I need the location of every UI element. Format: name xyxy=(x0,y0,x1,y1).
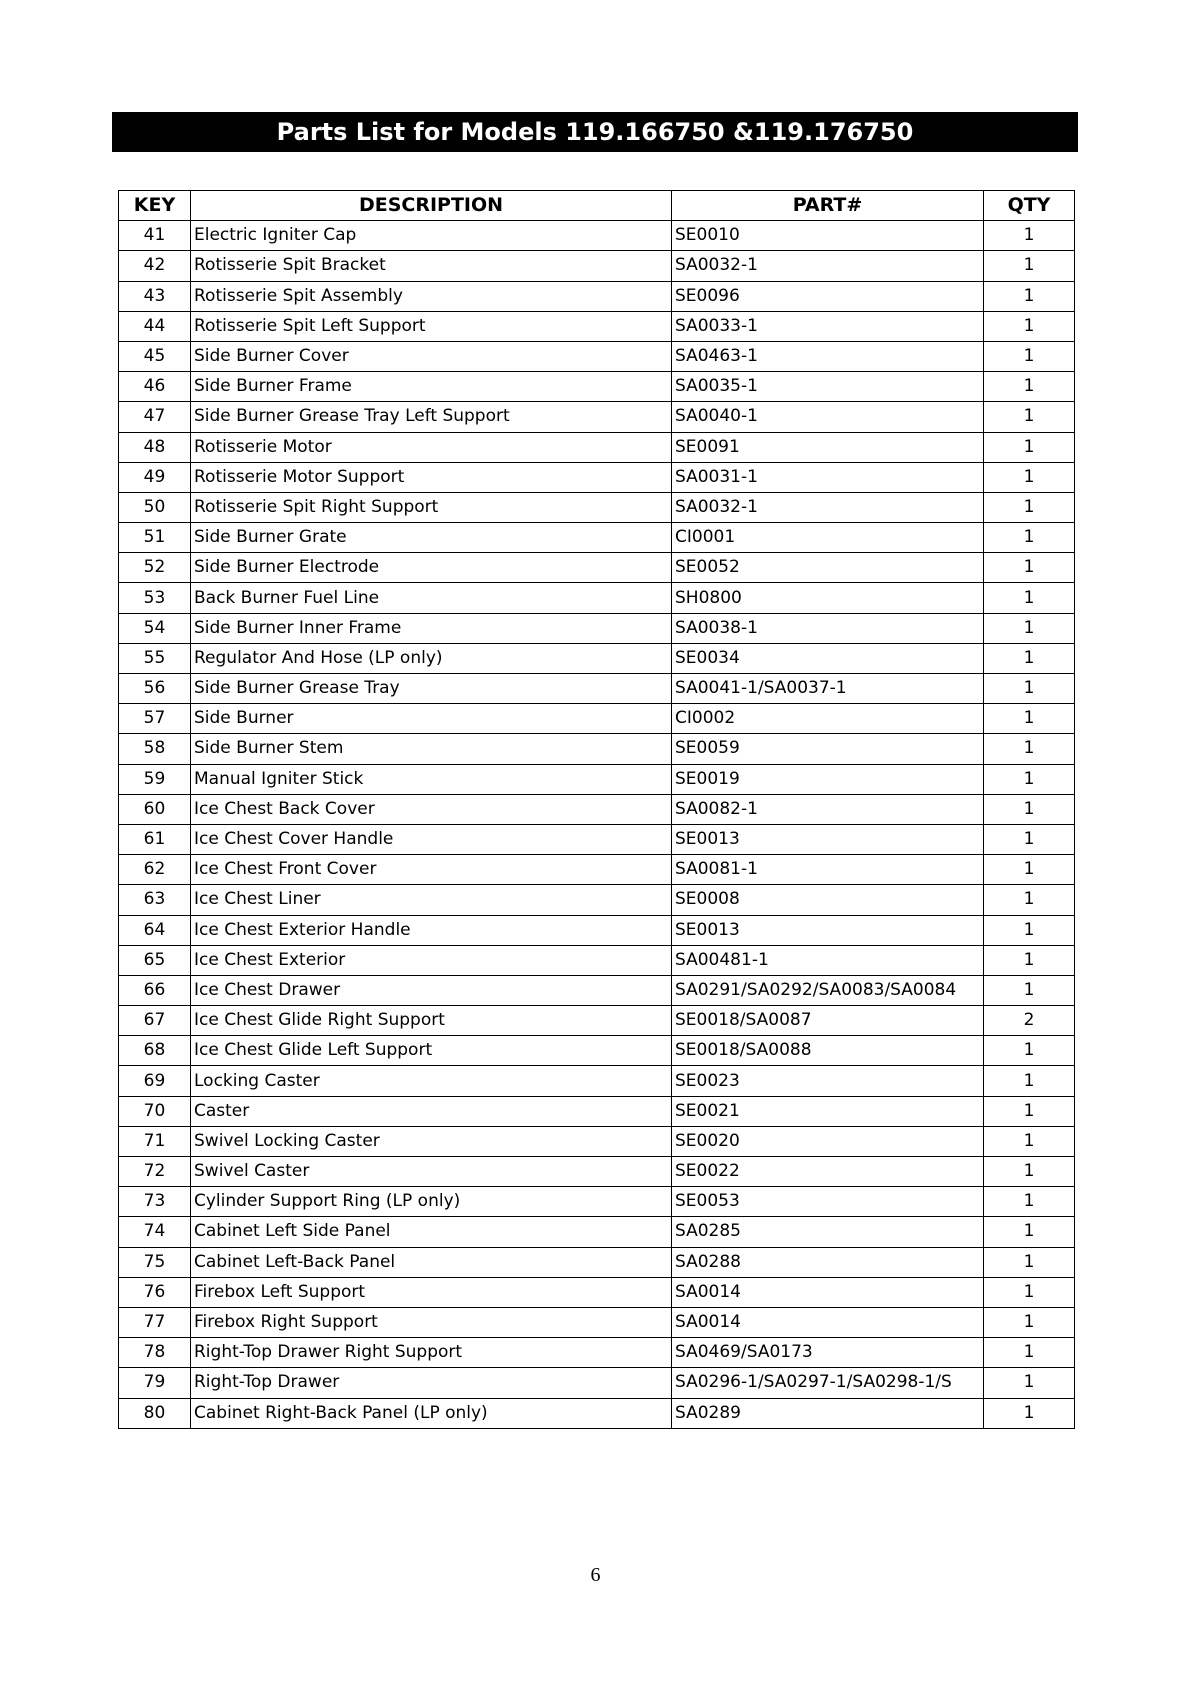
cell-part-number: CI0002 xyxy=(672,704,984,734)
cell-description: Rotisserie Spit Assembly xyxy=(191,281,672,311)
cell-part-number: SE0013 xyxy=(672,824,984,854)
cell-qty: 1 xyxy=(984,1217,1075,1247)
cell-key: 70 xyxy=(119,1096,191,1126)
cell-qty: 1 xyxy=(984,764,1075,794)
cell-qty: 1 xyxy=(984,523,1075,553)
cell-qty: 1 xyxy=(984,1398,1075,1428)
table-row xyxy=(119,643,1075,673)
table-row xyxy=(119,764,1075,794)
cell-description: Regulator And Hose (LP only) xyxy=(191,643,672,673)
table-row xyxy=(119,794,1075,824)
cell-qty: 1 xyxy=(984,281,1075,311)
cell-part-number: SE0008 xyxy=(672,885,984,915)
cell-description: Rotisserie Motor Support xyxy=(191,462,672,492)
cell-key: 49 xyxy=(119,462,191,492)
cell-key: 69 xyxy=(119,1066,191,1096)
cell-qty: 1 xyxy=(984,311,1075,341)
cell-key: 43 xyxy=(119,281,191,311)
cell-key: 46 xyxy=(119,372,191,402)
cell-description: Locking Caster xyxy=(191,1066,672,1096)
cell-key: 41 xyxy=(119,221,191,251)
cell-qty: 1 xyxy=(984,221,1075,251)
cell-part-number: SA0081-1 xyxy=(672,855,984,885)
cell-part-number: SE0018/SA0088 xyxy=(672,1036,984,1066)
table-row xyxy=(119,553,1075,583)
cell-description: Rotisserie Spit Right Support xyxy=(191,492,672,522)
cell-qty: 1 xyxy=(984,1066,1075,1096)
cell-key: 57 xyxy=(119,704,191,734)
cell-key: 72 xyxy=(119,1157,191,1187)
cell-description: Back Burner Fuel Line xyxy=(191,583,672,613)
cell-qty: 1 xyxy=(984,1338,1075,1368)
cell-part-number: SA0032-1 xyxy=(672,492,984,522)
table-row xyxy=(119,1247,1075,1277)
cell-qty: 1 xyxy=(984,975,1075,1005)
cell-key: 75 xyxy=(119,1247,191,1277)
cell-key: 73 xyxy=(119,1187,191,1217)
cell-key: 45 xyxy=(119,341,191,371)
table-row xyxy=(119,251,1075,281)
cell-part-number: SE0010 xyxy=(672,221,984,251)
table-row xyxy=(119,1036,1075,1066)
cell-key: 55 xyxy=(119,643,191,673)
cell-part-number: SE0091 xyxy=(672,432,984,462)
cell-key: 59 xyxy=(119,764,191,794)
cell-qty: 1 xyxy=(984,855,1075,885)
table-row xyxy=(119,1066,1075,1096)
cell-description: Electric Igniter Cap xyxy=(191,221,672,251)
table-row xyxy=(119,1126,1075,1156)
cell-description: Manual Igniter Stick xyxy=(191,764,672,794)
cell-part-number: SE0096 xyxy=(672,281,984,311)
cell-qty: 1 xyxy=(984,915,1075,945)
cell-qty: 1 xyxy=(984,794,1075,824)
cell-qty: 1 xyxy=(984,402,1075,432)
table-row xyxy=(119,945,1075,975)
cell-description: Cabinet Left-Back Panel xyxy=(191,1247,672,1277)
cell-description: Ice Chest Exterior Handle xyxy=(191,915,672,945)
table-row xyxy=(119,583,1075,613)
cell-description: Rotisserie Spit Left Support xyxy=(191,311,672,341)
table-row xyxy=(119,402,1075,432)
table-row xyxy=(119,855,1075,885)
table-row xyxy=(119,734,1075,764)
cell-qty: 1 xyxy=(984,613,1075,643)
cell-part-number: SA0082-1 xyxy=(672,794,984,824)
cell-key: 64 xyxy=(119,915,191,945)
cell-part-number: SA0463-1 xyxy=(672,341,984,371)
cell-description: Ice Chest Back Cover xyxy=(191,794,672,824)
table-row xyxy=(119,1217,1075,1247)
cell-part-number: SA0296-1/SA0297-1/SA0298-1/S xyxy=(672,1368,984,1398)
table-row xyxy=(119,1277,1075,1307)
cell-qty: 1 xyxy=(984,1247,1075,1277)
cell-part-number: SA0014 xyxy=(672,1277,984,1307)
page-number: 6 xyxy=(590,1564,601,1586)
cell-part-number: SE0034 xyxy=(672,643,984,673)
table-row xyxy=(119,523,1075,553)
table-row xyxy=(119,674,1075,704)
cell-part-number: SA0032-1 xyxy=(672,251,984,281)
cell-description: Swivel Caster xyxy=(191,1157,672,1187)
table-row xyxy=(119,341,1075,371)
table-row xyxy=(119,432,1075,462)
cell-description: Swivel Locking Caster xyxy=(191,1126,672,1156)
cell-qty: 2 xyxy=(984,1006,1075,1036)
cell-description: Side Burner Inner Frame xyxy=(191,613,672,643)
cell-qty: 1 xyxy=(984,1368,1075,1398)
cell-key: 53 xyxy=(119,583,191,613)
cell-part-number: SE0019 xyxy=(672,764,984,794)
cell-key: 60 xyxy=(119,794,191,824)
cell-part-number: SA0014 xyxy=(672,1307,984,1337)
cell-key: 58 xyxy=(119,734,191,764)
cell-part-number: SA0031-1 xyxy=(672,462,984,492)
cell-part-number: SA0038-1 xyxy=(672,613,984,643)
column-header-description: DESCRIPTION xyxy=(191,191,672,221)
cell-description: Side Burner Grease Tray xyxy=(191,674,672,704)
cell-part-number: SA0040-1 xyxy=(672,402,984,432)
table-row xyxy=(119,492,1075,522)
table-row xyxy=(119,1338,1075,1368)
cell-key: 66 xyxy=(119,975,191,1005)
cell-description: Ice Chest Glide Left Support xyxy=(191,1036,672,1066)
cell-qty: 1 xyxy=(984,462,1075,492)
cell-description: Side Burner Cover xyxy=(191,341,672,371)
cell-description: Cabinet Right-Back Panel (LP only) xyxy=(191,1398,672,1428)
cell-qty: 1 xyxy=(984,734,1075,764)
table-row xyxy=(119,1307,1075,1337)
cell-key: 56 xyxy=(119,674,191,704)
cell-part-number: SE0059 xyxy=(672,734,984,764)
cell-description: Ice Chest Glide Right Support xyxy=(191,1006,672,1036)
cell-description: Firebox Left Support xyxy=(191,1277,672,1307)
cell-part-number: SE0018/SA0087 xyxy=(672,1006,984,1036)
cell-qty: 1 xyxy=(984,1187,1075,1217)
table-row xyxy=(119,1006,1075,1036)
parts-table-body xyxy=(119,221,1075,1429)
cell-part-number: SE0013 xyxy=(672,915,984,945)
cell-key: 50 xyxy=(119,492,191,522)
table-row xyxy=(119,915,1075,945)
table-row xyxy=(119,824,1075,854)
cell-qty: 1 xyxy=(984,885,1075,915)
column-header-key: KEY xyxy=(119,191,191,221)
table-row xyxy=(119,1368,1075,1398)
column-header-qty: QTY xyxy=(984,191,1075,221)
cell-part-number: SA0033-1 xyxy=(672,311,984,341)
cell-description: Rotisserie Spit Bracket xyxy=(191,251,672,281)
table-row xyxy=(119,372,1075,402)
cell-qty: 1 xyxy=(984,1036,1075,1066)
cell-key: 51 xyxy=(119,523,191,553)
cell-key: 54 xyxy=(119,613,191,643)
cell-part-number: SA0035-1 xyxy=(672,372,984,402)
cell-description: Cabinet Left Side Panel xyxy=(191,1217,672,1247)
cell-description: Ice Chest Liner xyxy=(191,885,672,915)
cell-description: Side Burner Frame xyxy=(191,372,672,402)
column-header-part: PART# xyxy=(672,191,984,221)
cell-key: 67 xyxy=(119,1006,191,1036)
cell-part-number: SA0289 xyxy=(672,1398,984,1428)
cell-key: 71 xyxy=(119,1126,191,1156)
cell-description: Right-Top Drawer xyxy=(191,1368,672,1398)
table-row xyxy=(119,1157,1075,1187)
cell-key: 76 xyxy=(119,1277,191,1307)
cell-description: Side Burner Stem xyxy=(191,734,672,764)
cell-qty: 1 xyxy=(984,341,1075,371)
cell-qty: 1 xyxy=(984,372,1075,402)
cell-key: 47 xyxy=(119,402,191,432)
cell-description: Ice Chest Drawer xyxy=(191,975,672,1005)
table-row xyxy=(119,1096,1075,1126)
cell-key: 52 xyxy=(119,553,191,583)
parts-table xyxy=(118,190,1075,1429)
cell-part-number: SE0022 xyxy=(672,1157,984,1187)
cell-qty: 1 xyxy=(984,553,1075,583)
cell-qty: 1 xyxy=(984,251,1075,281)
cell-qty: 1 xyxy=(984,643,1075,673)
cell-qty: 1 xyxy=(984,674,1075,704)
cell-description: Ice Chest Exterior xyxy=(191,945,672,975)
table-row xyxy=(119,311,1075,341)
cell-qty: 1 xyxy=(984,1157,1075,1187)
table-row xyxy=(119,221,1075,251)
cell-description: Cylinder Support Ring (LP only) xyxy=(191,1187,672,1217)
cell-key: 44 xyxy=(119,311,191,341)
cell-part-number: SA0469/SA0173 xyxy=(672,1338,984,1368)
cell-key: 77 xyxy=(119,1307,191,1337)
cell-part-number: SA0041-1/SA0037-1 xyxy=(672,674,984,704)
cell-description: Ice Chest Front Cover xyxy=(191,855,672,885)
cell-part-number: SE0021 xyxy=(672,1096,984,1126)
cell-qty: 1 xyxy=(984,492,1075,522)
cell-part-number: SE0020 xyxy=(672,1126,984,1156)
cell-qty: 1 xyxy=(984,583,1075,613)
cell-key: 63 xyxy=(119,885,191,915)
cell-description: Side Burner Electrode xyxy=(191,553,672,583)
cell-part-number: SE0052 xyxy=(672,553,984,583)
cell-part-number: SA00481-1 xyxy=(672,945,984,975)
cell-key: 79 xyxy=(119,1368,191,1398)
cell-part-number: SA0288 xyxy=(672,1247,984,1277)
cell-description: Rotisserie Motor xyxy=(191,432,672,462)
cell-key: 78 xyxy=(119,1338,191,1368)
cell-part-number: SH0800 xyxy=(672,583,984,613)
page-title: Parts List for Models 119.166750 &119.176750 xyxy=(112,112,1078,152)
cell-qty: 1 xyxy=(984,1277,1075,1307)
cell-qty: 1 xyxy=(984,824,1075,854)
cell-key: 65 xyxy=(119,945,191,975)
cell-qty: 1 xyxy=(984,1126,1075,1156)
cell-description: Ice Chest Cover Handle xyxy=(191,824,672,854)
table-row xyxy=(119,281,1075,311)
cell-key: 80 xyxy=(119,1398,191,1428)
cell-part-number: SE0023 xyxy=(672,1066,984,1096)
cell-description: Side Burner Grate xyxy=(191,523,672,553)
table-row xyxy=(119,704,1075,734)
cell-key: 68 xyxy=(119,1036,191,1066)
cell-qty: 1 xyxy=(984,1307,1075,1337)
table-row xyxy=(119,613,1075,643)
cell-key: 42 xyxy=(119,251,191,281)
cell-key: 62 xyxy=(119,855,191,885)
cell-part-number: SA0285 xyxy=(672,1217,984,1247)
cell-key: 74 xyxy=(119,1217,191,1247)
cell-description: Side Burner xyxy=(191,704,672,734)
cell-qty: 1 xyxy=(984,432,1075,462)
table-row xyxy=(119,1187,1075,1217)
table-row xyxy=(119,885,1075,915)
cell-key: 61 xyxy=(119,824,191,854)
cell-part-number: SA0291/SA0292/SA0083/SA0084 xyxy=(672,975,984,1005)
cell-description: Firebox Right Support xyxy=(191,1307,672,1337)
cell-qty: 1 xyxy=(984,1096,1075,1126)
cell-description: Caster xyxy=(191,1096,672,1126)
cell-part-number: SE0053 xyxy=(672,1187,984,1217)
cell-part-number: CI0001 xyxy=(672,523,984,553)
cell-description: Side Burner Grease Tray Left Support xyxy=(191,402,672,432)
cell-qty: 1 xyxy=(984,945,1075,975)
table-row xyxy=(119,1398,1075,1428)
cell-description: Right-Top Drawer Right Support xyxy=(191,1338,672,1368)
cell-key: 48 xyxy=(119,432,191,462)
cell-qty: 1 xyxy=(984,704,1075,734)
table-header-row xyxy=(119,191,1075,221)
table-row xyxy=(119,462,1075,492)
table-row xyxy=(119,975,1075,1005)
